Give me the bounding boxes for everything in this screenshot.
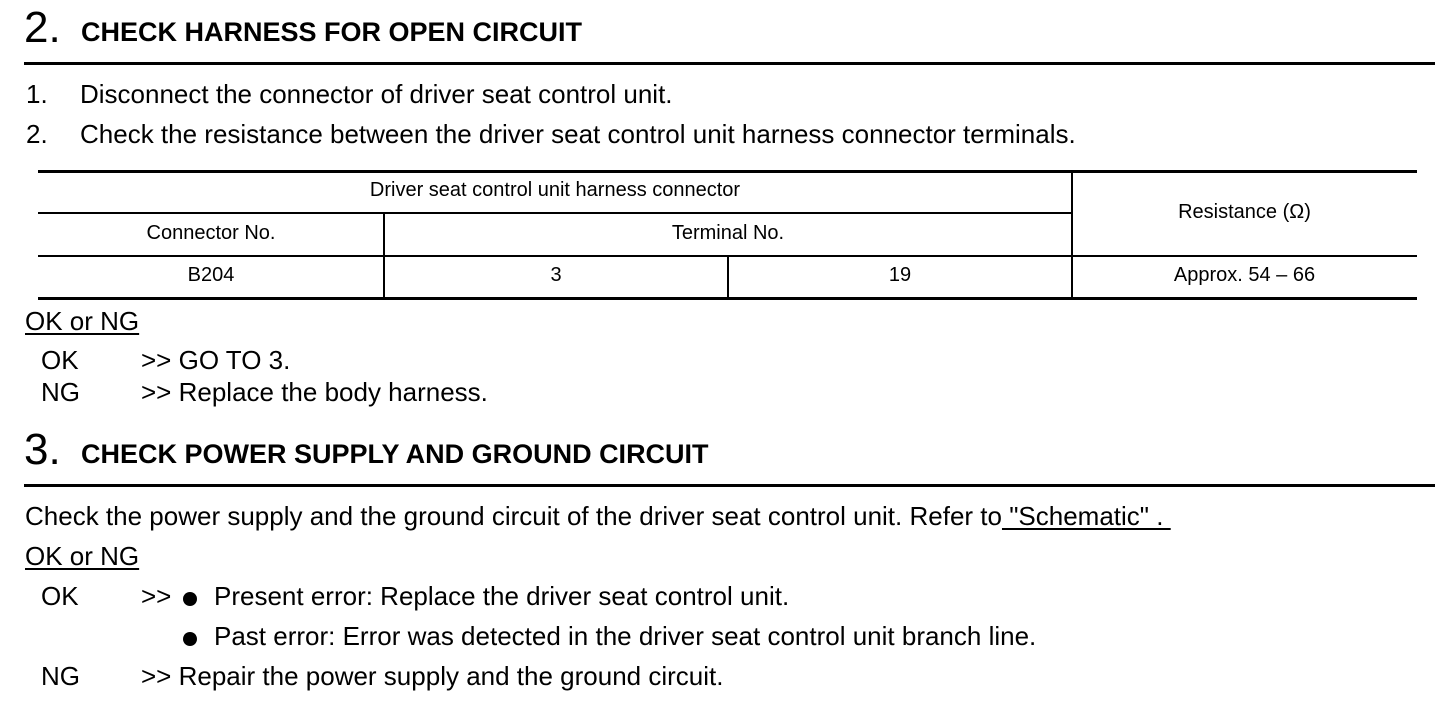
instruction-2-number: 2.: [26, 119, 48, 149]
instruction-1-number: 1.: [26, 79, 48, 109]
step-3-ok-arrow: >>: [141, 581, 172, 611]
step-3-ng-key: NG: [41, 661, 80, 691]
instruction-1-text: Disconnect the connector of driver seat control unit.: [80, 79, 673, 109]
step-2-ng-key: NG: [41, 377, 80, 407]
step-3-ok-bullet-2: Past error: Error was detected in the driver seat control unit branch line.: [214, 621, 1037, 651]
table-header-resistance: Resistance (Ω): [1178, 201, 1311, 223]
table-cell-resistance: Approx. 54 – 66: [1173, 264, 1316, 286]
step-3-divider: [24, 484, 1435, 487]
step-3-ok-key: OK: [41, 581, 79, 611]
table-group-header: Driver seat control unit harness connector: [369, 179, 741, 201]
step-2-ok-key: OK: [41, 345, 79, 375]
table-cell-terminal-b: 19: [888, 264, 912, 286]
step-3-title: CHECK POWER SUPPLY AND GROUND CIRCUIT: [81, 439, 709, 469]
step-3-ok-bullet-1: Present error: Replace the driver seat control unit.: [214, 581, 790, 611]
step-3-instruction: [25, 501, 1171, 531]
bullet-icon: [183, 632, 197, 646]
step-2-ok-ng-label: OK or NG: [25, 306, 140, 336]
step-2-ng-action: >> Replace the body harness.: [141, 377, 488, 407]
resistance-table: [38, 170, 1417, 300]
step-2-ok-action: >> GO TO 3.: [141, 345, 291, 375]
step-3-ng-action: >> Repair the power supply and the ground circuit.: [141, 661, 724, 691]
step-3-instruction-text: Check the power supply and the ground circuit of the driver seat control unit. Refer to: [25, 501, 1002, 531]
step-2-title: CHECK HARNESS FOR OPEN CIRCUIT: [81, 17, 583, 47]
table-cell-terminal-a: 3: [550, 264, 562, 286]
schematic-link[interactable]: "Schematic" .: [1001, 501, 1171, 531]
table-top-rule: [38, 170, 1417, 173]
table-header-divider: [38, 212, 1072, 214]
table-header-connector: Connector No.: [146, 222, 276, 244]
step-2-number: 2.: [24, 3, 61, 52]
step-2-divider: [24, 62, 1435, 65]
step-3-ok-ng-label: OK or NG: [25, 541, 140, 571]
step-3-number: 3.: [24, 425, 61, 474]
instruction-2-text: Check the resistance between the driver seat control unit harness connector terminals.: [80, 119, 1076, 149]
table-cell-connector: B204: [187, 264, 235, 286]
bullet-icon: [183, 592, 197, 606]
table-header-terminal: Terminal No.: [671, 222, 785, 244]
